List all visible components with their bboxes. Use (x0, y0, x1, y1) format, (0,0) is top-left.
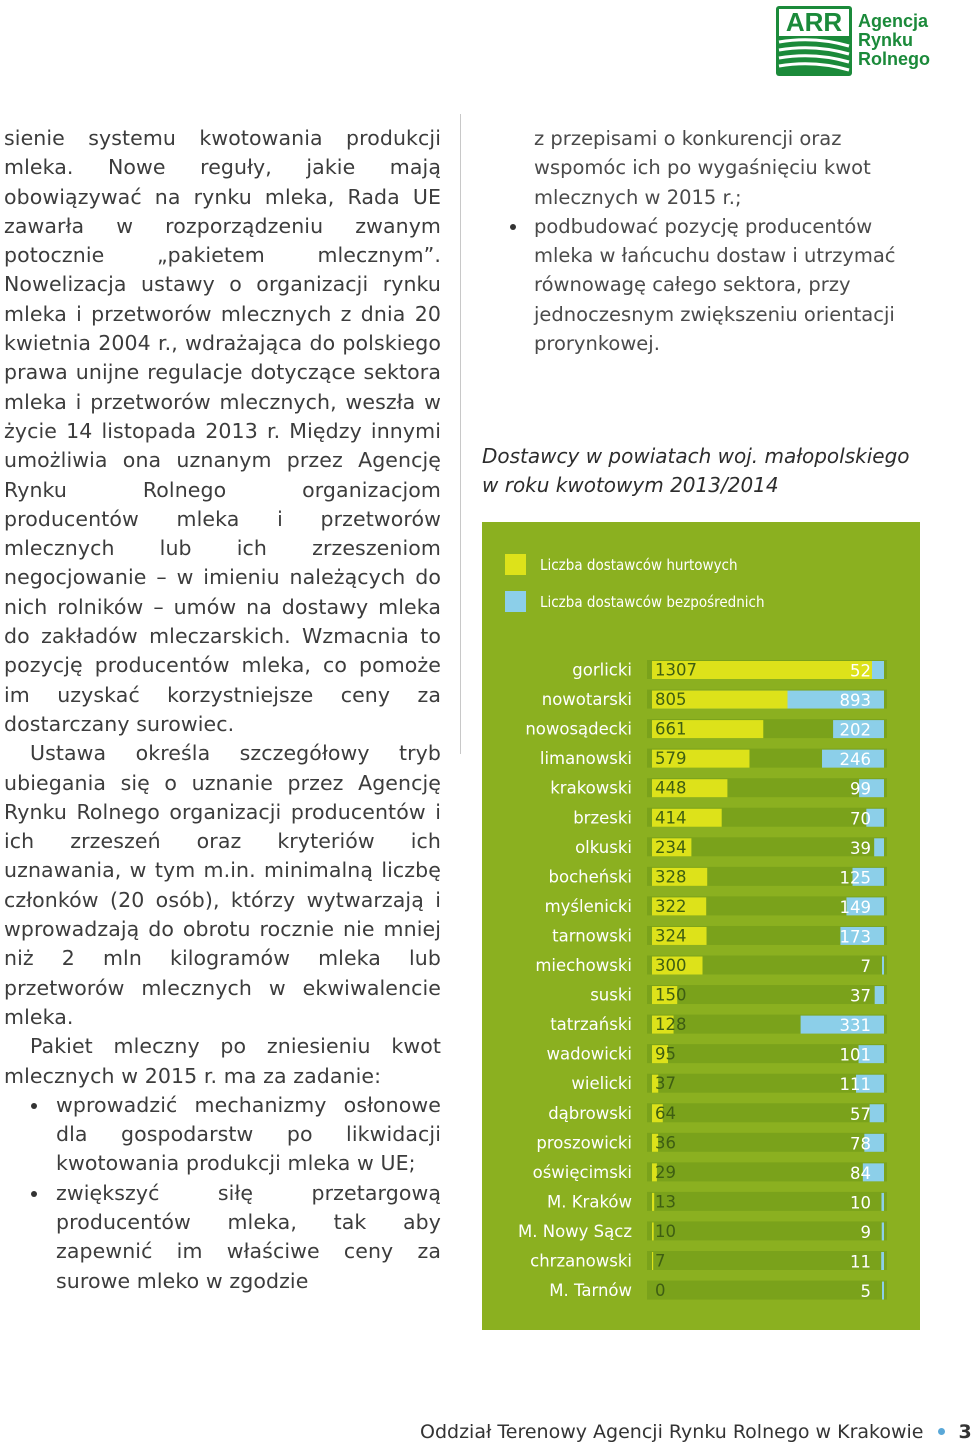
wholesale-value-label: 64 (655, 1103, 676, 1123)
wholesale-value-label: 328 (655, 867, 687, 887)
wholesale-value-label: 13 (655, 1192, 676, 1212)
page-number: 3 (958, 1421, 972, 1443)
legend-label-direct: Liczba dostawców bezpośrednich (540, 593, 765, 611)
direct-value-label: 57 (850, 1104, 871, 1124)
logo-name-line-3: Rolnego (858, 49, 930, 69)
logo-name-line-2: Rynku (858, 30, 914, 50)
bar-direct (875, 986, 884, 1004)
bar-direct (882, 957, 884, 975)
arr-logo (776, 6, 952, 76)
wholesale-value-label: 448 (655, 778, 687, 798)
wholesale-value-label: 10 (655, 1221, 676, 1241)
wholesale-value-label: 29 (655, 1162, 676, 1182)
wholesale-value-label: 805 (655, 690, 687, 710)
direct-value-label: 5 (860, 1282, 871, 1302)
direct-value-label: 125 (839, 868, 871, 888)
right-bullet-item: podbudować pozycję producentów mleka w łańcuchu dostaw i utrzymać równowagę całego sektora, przy jednoczesnym zwiększeniu orientacji prorynkowej. (534, 212, 924, 358)
direct-value-label: 149 (839, 897, 871, 917)
category-label: proszowicki (536, 1133, 632, 1153)
direct-value-label: 202 (839, 720, 871, 740)
category-label: dąbrowski (548, 1103, 632, 1123)
direct-value-label: 893 (839, 691, 871, 711)
wholesale-value-label: 150 (655, 985, 687, 1005)
direct-value-label: 70 (850, 809, 871, 829)
arr-logo-mark (776, 6, 852, 76)
category-label: limanowski (539, 749, 632, 769)
category-label: chrzanowski (530, 1251, 632, 1271)
legend-label-wholesale: Liczba dostawców hurtowych (540, 556, 738, 574)
direct-value-label: 331 (839, 1016, 871, 1036)
category-label: brzeski (573, 808, 632, 828)
category-label: gorlicki (572, 660, 632, 680)
column-divider (460, 114, 461, 754)
direct-value-label: 246 (839, 750, 871, 770)
bar-wholesale (652, 1222, 654, 1240)
footer-text: Oddział Terenowy Agencji Rynku Rolnego w Krakowie (420, 1421, 924, 1443)
wholesale-value-label: 300 (655, 956, 687, 975)
direct-value-label: 10 (850, 1193, 871, 1213)
direct-value-label: 111 (839, 1075, 871, 1095)
direct-value-label: 52 (850, 661, 871, 681)
direct-value-label: 7 (860, 957, 871, 976)
category-label: tarnowski (552, 926, 632, 946)
bar-direct (874, 838, 884, 856)
chart-track (647, 1221, 887, 1240)
wholesale-value-label: 661 (655, 719, 687, 739)
direct-value-label: 101 (839, 1045, 871, 1065)
chart-title-line-1: Dostawcy w powiatach woj. małopolskiego (482, 444, 910, 468)
wholesale-value-label: 324 (655, 926, 687, 946)
category-label: M. Kraków (547, 1192, 632, 1212)
category-label: wielicki (571, 1074, 632, 1094)
wholesale-value-label: 234 (655, 837, 687, 857)
wholesale-value-label: 36 (655, 1133, 676, 1153)
bar-wholesale (652, 1193, 654, 1211)
wholesale-value-label: 95 (655, 1044, 676, 1064)
chart-title (482, 442, 932, 500)
bar-wholesale (652, 1252, 653, 1270)
logo-mark-text: ARR (785, 7, 843, 37)
category-label: suski (590, 985, 632, 1005)
bar-direct (881, 1193, 884, 1211)
direct-value-label: 39 (850, 838, 871, 858)
bar-direct (882, 1222, 884, 1240)
chart-track (647, 1281, 887, 1300)
category-label: tatrzański (550, 1015, 632, 1035)
logo-name (858, 12, 930, 69)
category-label: M. Tarnów (549, 1281, 632, 1301)
direct-value-label: 99 (850, 779, 871, 799)
right-column (534, 124, 924, 358)
footer-dot (938, 1428, 945, 1435)
left-paragraph-1: sienie systemu kwotowania produkcji mleka. Nowe reguły, jakie mają obowiązywać na rynku mleka, Rada UE zawarła w rozporządzeniu zwanym potocznie „pakietem mlecznym”. Nowelizacja ustawy o organizacji rynku mleka i przetworów mlecznych z dnia 20 kwietnia 2004 r., wdrażająca do polskiego prawa unijne regulacje dotyczące sektora mleka i przetworów mlecznych, weszła w życie 14 listopada 2013 r. Między innymi umożliwia ona uznanym przez Agencję Rynku Rolnego organizacjom producentów mleka i przetworów mlecznych lub ich zrzeszeniom negocjowanie – w imieniu należących do nich rolników – umów na dostawy mleka do zakładów mleczarskich. Wzmacnia to pozycję producentów mleka, co pomoże im uzyskać korzystniejsze ceny za dostarczany surowiec. (4, 126, 441, 736)
right-paragraph-1: z przepisami o konkurencji oraz wspomóc ich po wygaśnięciu kwot mlecznych w 2015 r.; (534, 127, 871, 209)
bar-direct (871, 661, 884, 679)
direct-value-label: 173 (839, 927, 871, 947)
wholesale-value-label: 0 (655, 1281, 666, 1301)
bar-direct (881, 1252, 884, 1270)
left-paragraph-3: Pakiet mleczny po zniesieniu kwot mlecznych w 2015 r. ma za zadanie: (4, 1034, 441, 1088)
chart-panel (482, 522, 920, 1330)
wholesale-value-label: 322 (655, 896, 687, 916)
right-bullet-list (534, 212, 924, 358)
category-label: nowosądecki (525, 719, 632, 739)
category-label: wadowicki (546, 1044, 632, 1064)
wholesale-value-label: 579 (655, 749, 687, 769)
left-bullet-item: wprowadzić mechanizmy osłonowe dla gospodarstw po likwidacji kwotowania produkcji mleka w UE; (4, 1091, 441, 1179)
direct-value-label: 78 (850, 1134, 871, 1154)
direct-value-label: 84 (850, 1163, 871, 1183)
direct-value-label: 37 (850, 986, 871, 1006)
direct-value-label: 11 (850, 1252, 871, 1272)
wholesale-value-label: 1307 (655, 660, 697, 680)
page-footer (420, 1418, 972, 1446)
bar-direct (870, 1104, 884, 1122)
direct-value-label: 9 (860, 1222, 871, 1242)
wholesale-value-label: 37 (655, 1074, 676, 1094)
category-label: oświęcimski (532, 1162, 632, 1182)
left-paragraph-2: Ustawa określa szczegółowy tryb ubiegania się o uznanie przez Agencję Rynku Rolnego organizacji producentów i ich zrzeszeń oraz kryteriów ich uznawania, w tym m.in. minimalną liczbę członków (20 osób), którzy wytwarzają i wprowadzają do obrotu rocznie nie mniej niż 2 mln kilogramów mleka lub przetworów mlecznych w ekwiwalencie mleka. (4, 741, 441, 1029)
left-bullet-item: zwiększyć siłę przetargową producentów mleka, tak aby zapewnić im właściwe ceny za surowe mleko w zgodzie (4, 1179, 441, 1296)
category-label: olkuski (575, 837, 632, 857)
wholesale-value-label: 414 (655, 808, 687, 828)
logo-name-line-1: Agencja (858, 11, 929, 31)
wholesale-value-label: 128 (655, 1015, 687, 1035)
category-label: M. Nowy Sącz (518, 1221, 632, 1241)
category-label: myślenicki (544, 896, 632, 916)
wholesale-value-label: 7 (655, 1251, 666, 1271)
category-label: bocheński (548, 867, 632, 887)
chart-title-line-2: w roku kwotowym 2013/2014 (482, 473, 779, 497)
left-column (4, 124, 441, 1296)
supplier-bar-chart (482, 522, 920, 1330)
left-bullet-list (4, 1091, 441, 1296)
category-label: krakowski (550, 778, 632, 798)
bar-direct (882, 1282, 884, 1300)
category-label: nowotarski (541, 690, 632, 710)
category-label: miechowski (535, 956, 632, 975)
